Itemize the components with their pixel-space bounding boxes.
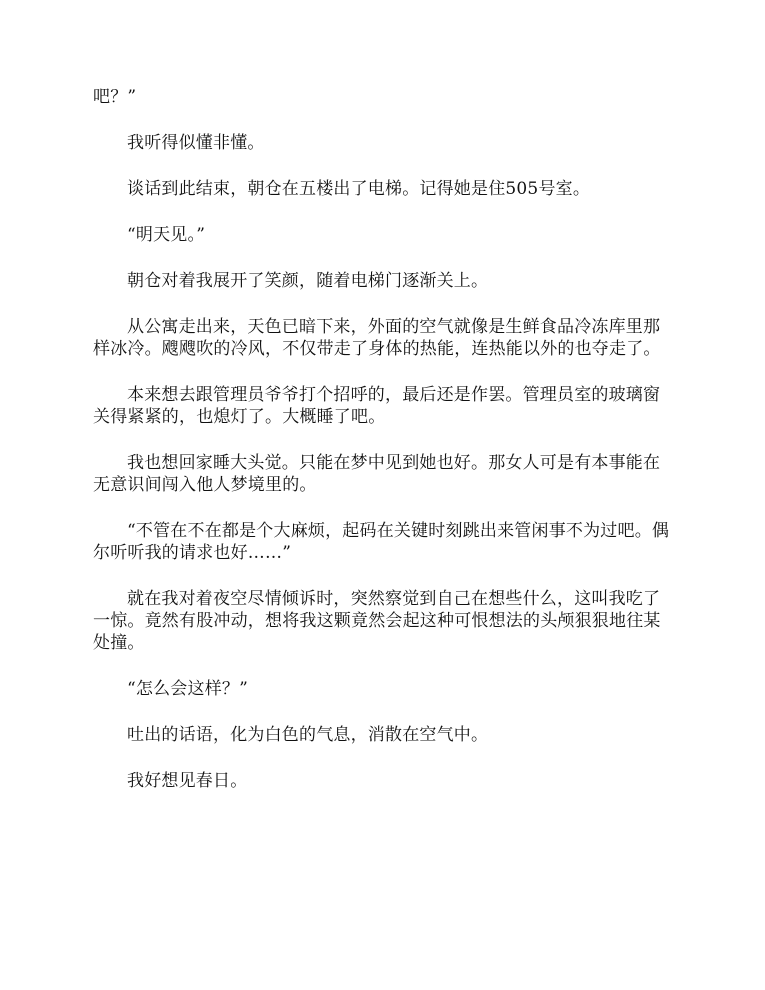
paragraph: 从公寓走出来，天色已暗下来，外面的空气就像是生鲜食品冷冻库里那样冰冷。飕飕吹的冷风，不仅带走了身体的热能，连热能以外的也夺走了。: [93, 317, 661, 359]
paragraph: 吐出的话语，化为白色的气息，消散在空气中。: [127, 725, 489, 745]
paragraph: 谈话到此结束，朝仓在五楼出了电梯。记得她是住505号室。: [127, 179, 591, 199]
paragraph: 我听得似懂非懂。: [127, 133, 265, 153]
paragraph: “不管在不在都是个大麻烦，起码在关键时刻跳出来管闲事不为过吧。偶尔听听我的请求也好……”: [93, 521, 670, 563]
text-body: [93, 86, 673, 816]
paragraph: 我好想见春日。: [127, 771, 248, 791]
paragraph: “明天见。”: [127, 225, 206, 245]
paragraph: 就在我对着夜空尽情倾诉时，突然察觉到自己在想些什么，这叫我吃了一惊。竟然有股冲动，想将我这颗竟然会起这种可恨想法的头颅狠狠地往某处撞。: [93, 589, 661, 653]
paragraph: 我也想回家睡大头觉。只能在梦中见到她也好。那女人可是有本事能在无意识间闯入他人梦境里的。: [93, 453, 661, 495]
paragraph: 本来想去跟管理员爷爷打个招呼的，最后还是作罢。管理员室的玻璃窗关得紧紧的，也熄灯了。大概睡了吧。: [93, 385, 661, 427]
paragraph: 朝仓对着我展开了笑颜，随着电梯门逐渐关上。: [127, 271, 489, 291]
paragraph: “怎么会这样？”: [127, 679, 248, 699]
paragraph: 吧？”: [93, 87, 137, 107]
